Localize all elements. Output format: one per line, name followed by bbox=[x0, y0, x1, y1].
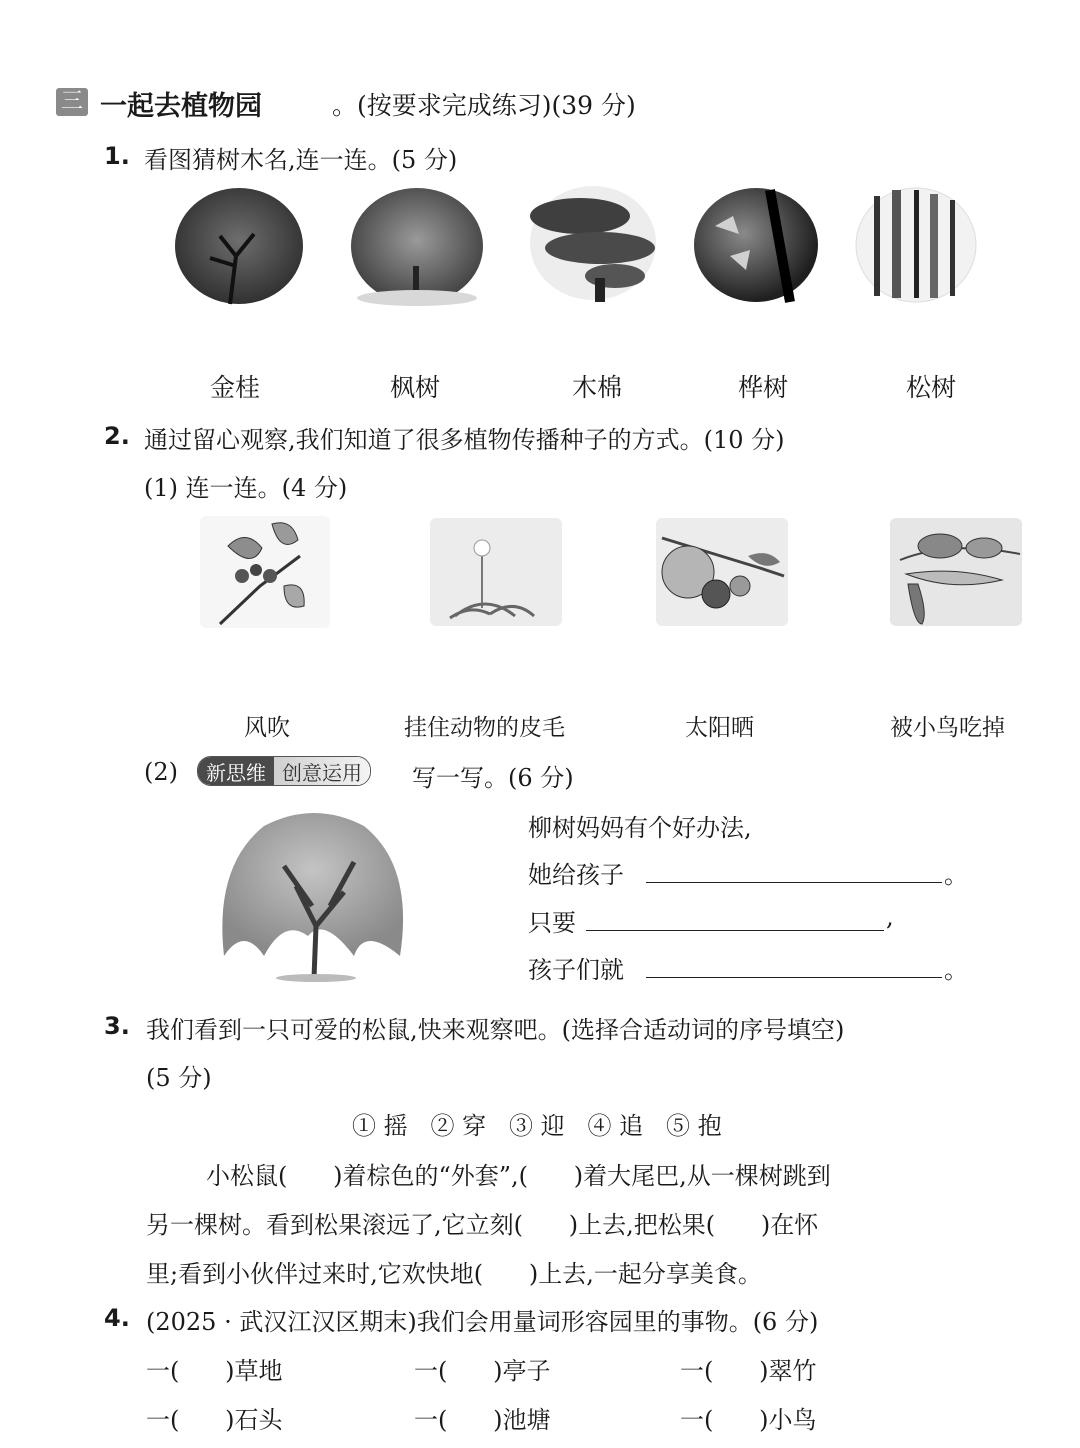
method-sun: 太阳晒 bbox=[685, 715, 754, 741]
plant-pomegranate bbox=[656, 518, 788, 626]
tree-photos bbox=[170, 186, 980, 308]
plant-pea bbox=[890, 518, 1022, 626]
poem-line-4-prefix: 孩子们就 bbox=[528, 956, 624, 984]
measure-word-item-4: 一( )石头 bbox=[146, 1406, 283, 1434]
tree-photo-2 bbox=[351, 188, 483, 306]
question-3-text: 我们看到一只可爱的松鼠,快来观察吧。(选择合适动词的序号填空) bbox=[146, 1016, 845, 1044]
poem-line-2-end: 。 bbox=[944, 861, 968, 889]
passage-line-3: 里;看到小伙伴过来时,它欢快地( )上去,一起分享美食。 bbox=[146, 1260, 762, 1288]
method-wind: 风吹 bbox=[244, 715, 290, 741]
measure-word-item-6: 一( )小鸟 bbox=[680, 1406, 817, 1434]
verb-options: ① 摇 ② 穿 ③ 迎 ④ 追 ⑤ 抱 bbox=[352, 1112, 722, 1140]
section-title: 一起去植物园 bbox=[100, 91, 262, 122]
poem-blank-1[interactable] bbox=[646, 882, 942, 883]
tag-dark-label: 新思维 bbox=[198, 757, 274, 785]
plant-illustrations bbox=[200, 516, 1030, 632]
poem-blank-2[interactable] bbox=[586, 930, 884, 931]
measure-word-item-1: 一( )草地 bbox=[146, 1357, 283, 1385]
tree-name-1: 金桂 bbox=[210, 373, 261, 402]
question-1-text: 看图猜树木名,连一连。(5 分) bbox=[144, 146, 458, 174]
question-2-text: 通过留心观察,我们知道了很多植物传播种子的方式。(10 分) bbox=[144, 426, 785, 454]
section-number-badge: 三 bbox=[56, 88, 88, 116]
measure-word-item-3: 一( )翠竹 bbox=[680, 1357, 817, 1385]
new-thinking-tag bbox=[197, 756, 371, 786]
poem-line-3-end: , bbox=[886, 903, 894, 931]
tree-name-4: 桦树 bbox=[738, 373, 789, 402]
question-2-number: 2. bbox=[104, 422, 130, 450]
tree-photo-1 bbox=[175, 188, 303, 304]
question-4-text: (2025 · 武汉江汉区期末)我们会用量词形容园里的事物。(6 分) bbox=[146, 1308, 819, 1336]
question-1-number: 1. bbox=[104, 142, 130, 170]
plant-burdock bbox=[200, 516, 330, 628]
tree-name-2: 枫树 bbox=[390, 373, 441, 402]
method-animal-fur: 挂住动物的皮毛 bbox=[404, 715, 565, 741]
poem-line-1: 柳树妈妈有个好办法, bbox=[528, 814, 752, 842]
poem-blank-3[interactable] bbox=[646, 977, 942, 978]
tree-name-3: 木棉 bbox=[572, 373, 623, 402]
poem-line-2-prefix: 她给孩子 bbox=[528, 861, 624, 889]
plant-dandelion bbox=[430, 518, 562, 626]
measure-word-item-2: 一( )亭子 bbox=[414, 1357, 551, 1385]
measure-word-item-5: 一( )池塘 bbox=[414, 1406, 551, 1434]
tree-name-5: 松树 bbox=[906, 373, 957, 402]
passage-line-2: 另一棵树。看到松果滚远了,它立刻( )上去,把松果( )在怀 bbox=[146, 1211, 819, 1239]
method-birds: 被小鸟吃掉 bbox=[890, 715, 1005, 741]
tree-photo-5 bbox=[856, 188, 976, 302]
question-3-number: 3. bbox=[104, 1012, 130, 1040]
question-3-score: (5 分) bbox=[146, 1064, 212, 1092]
poem-line-3-prefix: 只要 bbox=[528, 909, 576, 937]
willow-tree-illustration bbox=[204, 806, 416, 982]
question-2-part-1: (1) 连一连。(4 分) bbox=[144, 474, 348, 502]
question-2-part-2-text: 写一写。(6 分) bbox=[412, 764, 574, 792]
tree-photo-3 bbox=[530, 186, 656, 302]
question-2-part-2-number: (2) bbox=[144, 758, 178, 786]
section-instruction: 。(按要求完成练习)(39 分) bbox=[332, 91, 636, 120]
poem-line-4-end: 。 bbox=[944, 956, 968, 984]
passage-line-1: 小松鼠( )着棕色的“外套”,( )着大尾巴,从一棵树跳到 bbox=[206, 1162, 831, 1190]
tree-photo-4 bbox=[694, 188, 818, 302]
question-4-number: 4. bbox=[104, 1304, 130, 1332]
tag-light-label: 创意运用 bbox=[274, 757, 370, 785]
